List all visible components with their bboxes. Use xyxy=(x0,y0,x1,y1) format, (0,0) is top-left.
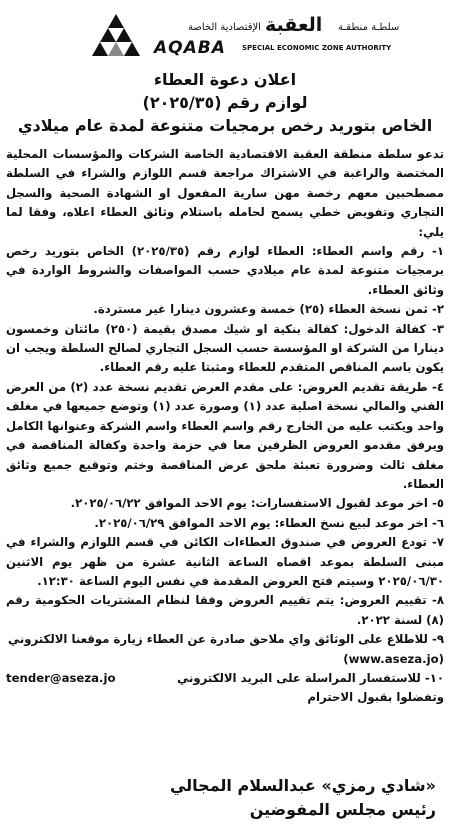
announcement-heading: اعلان دعوة العطاء xyxy=(153,70,297,89)
signature-block xyxy=(170,774,436,822)
logo-english-name: SPECIAL ECONOMIC ZONE AUTHORITY xyxy=(242,44,392,52)
item-email-inquiry: ١٠- للاستفسار المراسلة على البريد الالكتروني xyxy=(177,670,444,685)
announcement-titles xyxy=(0,68,450,137)
item-tender-name: ١- رقم واسم العطاء: العطاء لوازم رقم (٢٠٢٥/٣٥) الخاص بتوريد رخص برمجيات متنوعة لمدة عام ميلادي حسب المواصفات والشروط الواردة في وثائق العطاء. xyxy=(6,244,444,297)
logo-arabic-authority: سلطـة منطقـة xyxy=(338,22,400,33)
signatory-title: رئيس مجلس المفوضين xyxy=(249,800,436,819)
item-sales-deadline: ٦- اخر موعد لبيع نسخ العطاء: يوم الاحد الموافق ٢٠٢٥/٠٦/٢٩. xyxy=(94,515,444,530)
tender-number: لوازم رقم (٢٠٢٥/٣٥) xyxy=(142,93,308,112)
item-inquiries-deadline: ٥- اخر موعد لقبول الاستفسارات: يوم الاحد الموافق ٢٠٢٥/٠٦/٢٢. xyxy=(70,496,444,511)
aqaba-triangles-icon xyxy=(90,12,142,60)
item-entry-guarantee: ٣- كفالة الدخول: كفالة بنكية او شيك مصدق بقيمة (٢٥٠) مائتان وخمسون دينارا من الشركة او المؤسسة حسب السجل التجاري لصالح السلطة ويجب ان يكون باسم المناقص المتقدم للعطاء ومثبتا عليه رقم العطاء. xyxy=(6,321,444,375)
signatory-name: «شادي رمزي» عبدالسلام المجالي xyxy=(169,776,436,795)
website-link[interactable]: (www.aseza.jo) xyxy=(343,651,444,666)
logo-english-brand: AQABA xyxy=(154,38,226,58)
item-offers-deposit: ٧- تودع العروض في صندوق العطاءات الكائن في قسم اللوازم والشراء في مبنى السلطة بموعد اقصاه الساعة الثانية عشرة من ظهر يوم الاثنين ٢٠٢٥/٠٦/٣٠ وسيتم فتح العروض المقدمة في نفس اليوم الساعة ١٢:٣٠. xyxy=(6,535,444,588)
email-link[interactable]: tender@aseza.jo xyxy=(6,670,116,685)
announcement-body xyxy=(6,145,444,708)
email-line xyxy=(6,669,444,688)
aseza-logo xyxy=(90,10,430,62)
website-line xyxy=(6,650,444,669)
item-documents-website: ٩- للاطلاع على الوثائق واي ملاحق صادرة عن العطاء زيارة موقعنا الالكتروني xyxy=(8,632,444,647)
intro-paragraph: تدعو سلطة منطقة العقبة الاقتصادية الخاصة الشركات والمؤسسات المحلية المختصة والراغبة في الاشتراك مراجعة قسم اللوازم والشراء في السلطة مصطحبين معهم رخصة مهن سارية المفعول او الشهادة الصحية والسجل التجاري وتفويض خطي يسمح لحامله باستلام وثائق العطاء اعلاه، وفقا لما يلي: xyxy=(6,147,444,239)
closing-line: وتفضلوا بقبول الاحترام xyxy=(307,690,444,705)
logo-arabic-economic: الإقتصادية الخاصة xyxy=(188,22,261,33)
item-evaluation: ٨- تقييم العروض: يتم تقييم العروض وفقا لنظام المشتريات الحكومية رقم (٨) لسنة ٢٠٢٢. xyxy=(6,593,444,627)
tender-subject: الخاص بتوريد رخص برمجيات متنوعة لمدة عام ميلادي xyxy=(17,116,433,135)
item-submission-method: ٤- طريقة تقديم العروض: على مقدم العرض تقديم نسخة عدد (٢) من العرض الفني والمالي نسخة اصلية عدد (١) وصورة عدد (١) وتوضع جميعها في مغلف واحد ويكتب عليه من الخارج رقم واسم العطاء واسم الشركة وعنوانها الكامل ويرفق مقدمو العروض الظرفين معا في حزمة واحدة وكفالة المناقصة في مغلف ثالث وضرورة تعبئة ملحق عرض المناقصة وختم وتوقيع جميع وثائق العطاء. xyxy=(6,379,445,491)
item-copy-price: ٢- ثمن نسخة العطاء (٢٥) خمسة وعشرون دينارا غير مستردة. xyxy=(93,302,444,317)
logo-arabic-brand: العقبة xyxy=(265,14,323,36)
